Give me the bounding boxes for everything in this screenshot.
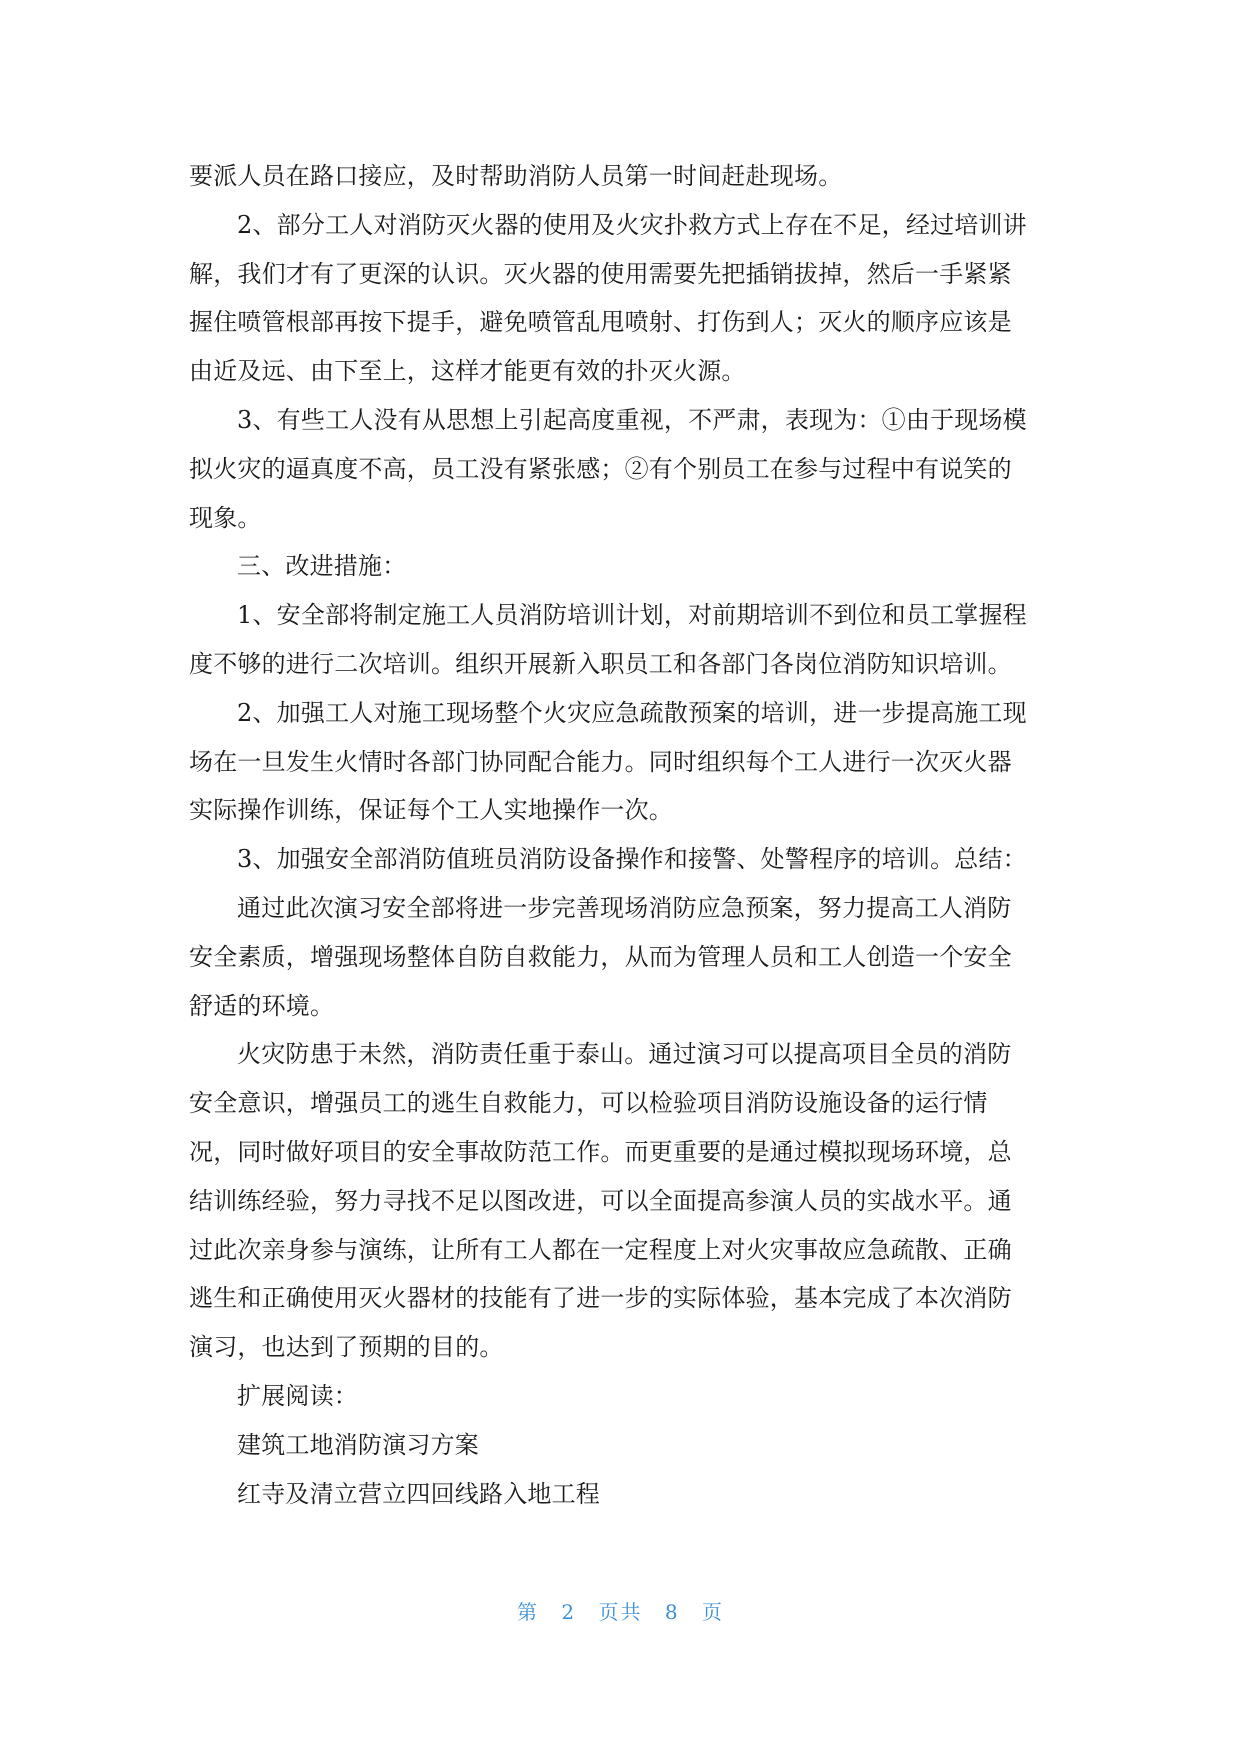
extended-reading-link[interactable]: 红寺及清立营立四回线路入地工程 <box>237 1479 600 1508</box>
text-line: 舒适的环境。 <box>189 991 335 1020</box>
text-line: 实际操作训练，保证每个工人实地操作一次。 <box>189 796 673 825</box>
text-line: 安全素质，增强现场整体自防自救能力，从而为管理人员和工人创造一个安全 <box>189 942 1012 971</box>
text-line: 安全意识，增强员工的逃生自救能力，可以检验项目消防设施设备的运行情 <box>189 1089 988 1118</box>
text-line: 场在一旦发生火情时各部门协同配合能力。同时组织每个工人进行一次灭火器 <box>189 747 1012 776</box>
extended-reading-label: 扩展阅读： <box>237 1381 358 1410</box>
text-line: 结训练经验，努力寻找不足以图改进，可以全面提高参演人员的实战水平。通 <box>189 1186 1012 1215</box>
text-line: 逃生和正确使用灭火器材的技能有了进一步的实际体验，基本完成了本次消防 <box>189 1284 1012 1313</box>
document-body <box>189 152 1051 1518</box>
text-line: 要派人员在路口接应，及时帮助消防人员第一时间赶赴现场。 <box>189 162 843 190</box>
text-line: 演习，也达到了预期的目的。 <box>189 1333 504 1362</box>
text-line: 2、部分工人对消防灭火器的使用及火灾扑救方式上存在不足，经过培训讲 <box>237 210 1027 239</box>
text-line: 过此次亲身参与演练，让所有工人都在一定程度上对火灾事故应急疏散、正确 <box>189 1235 1012 1264</box>
footer-prefix: 第 <box>517 1600 540 1624</box>
text-line: 1、安全部将制定施工人员消防培训计划，对前期培训不到位和员工掌握程 <box>237 601 1027 630</box>
text-line: 3、加强安全部消防值班员消防设备操作和接警、处警程序的培训。总结： <box>237 845 1027 874</box>
text-line: 度不够的进行二次培训。组织开展新入职员工和各部门各岗位消防知识培训。 <box>189 649 1012 678</box>
extended-reading-link[interactable]: 建筑工地消防演习方案 <box>237 1430 479 1459</box>
text-line: 况，同时做好项目的安全事故防范工作。而更重要的是通过模拟现场环境，总 <box>189 1137 1012 1166</box>
section-heading: 三、改进措施： <box>237 552 407 581</box>
total-pages-number: 8 <box>664 1600 680 1624</box>
text-line: 解，我们才有了更深的认识。灭火器的使用需要先把插销拔掉，然后一手紧紧 <box>189 259 1012 288</box>
text-line: 通过此次演习安全部将进一步完善现场消防应急预案，努力提高工人消防 <box>237 893 1012 922</box>
text-line: 2、加强工人对施工现场整个火灾应急疏散预案的培训，进一步提高施工现 <box>237 698 1027 727</box>
text-line: 握住喷管根部再按下提手，避免喷管乱甩喷射、打伤到人；灭火的顺序应该是 <box>189 308 1012 337</box>
footer-suffix: 页 <box>701 1600 724 1624</box>
text-line: 火灾防患于未然，消防责任重于泰山。通过演习可以提高项目全员的消防 <box>237 1040 1012 1069</box>
page-footer <box>0 1596 1241 1625</box>
footer-middle: 页共 <box>598 1600 643 1624</box>
text-line: 3、有些工人没有从思想上引起高度重视，不严肃，表现为：①由于现场模 <box>237 405 1027 434</box>
current-page-number: 2 <box>561 1600 577 1624</box>
text-line: 拟火灾的逼真度不高，员工没有紧张感；②有个别员工在参与过程中有说笑的 <box>189 454 1012 483</box>
text-line: 由近及远、由下至上，这样才能更有效的扑灭火源。 <box>189 357 746 386</box>
text-line: 现象。 <box>189 503 262 532</box>
